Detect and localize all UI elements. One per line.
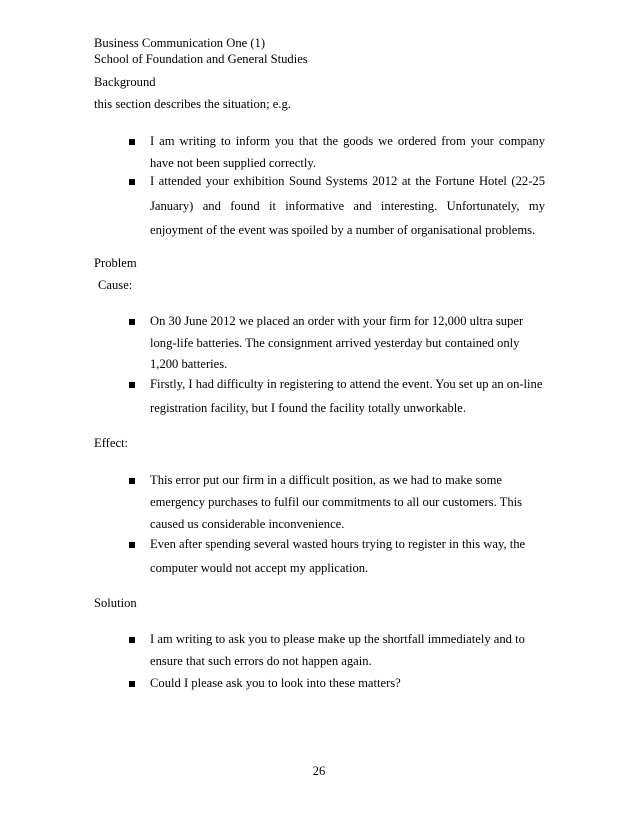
background-intro: this section describes the situation; e.g. [94, 97, 291, 111]
solution-heading: Solution [94, 596, 137, 610]
course-title: Business Communication One (1) [94, 36, 266, 50]
bullet-square-icon [129, 637, 135, 643]
list-item-line: This error put our firm in a difficult position, as we had to make some [150, 473, 502, 487]
list-item-line: emergency purchases to fulfil our commitments to all our customers. This [150, 495, 523, 509]
list-item-line: Even after spending several wasted hours trying to register in this way, the [150, 537, 526, 551]
list-item-line: I attended your exhibition Sound Systems 2012 at the Fortune Hotel (22-25 [150, 174, 545, 188]
list-item-line: registration facility, but I found the facility totally unworkable. [150, 401, 467, 415]
list-item-line: January) and found it informative and interesting. Unfortunately, my [150, 199, 545, 213]
list-item-line: I am writing to ask you to please make up the shortfall immediately and to [150, 632, 525, 646]
bullet-square-icon [129, 681, 135, 687]
page-number: 26 [312, 764, 326, 778]
list-item-line: I am writing to inform you that the goods we ordered from your company [150, 134, 545, 148]
bullet-square-icon [129, 382, 135, 388]
school-name: School of Foundation and General Studies [94, 52, 308, 66]
list-item-line: 1,200 batteries. [150, 357, 228, 371]
background-heading: Background [94, 75, 156, 89]
list-item-line: ensure that such errors do not happen again. [150, 654, 372, 668]
list-item-line: have not been supplied correctly. [150, 156, 316, 170]
bullet-square-icon [129, 319, 135, 325]
list-item-line: Firstly, I had difficulty in registering to attend the event. You set up an on-line [150, 377, 543, 391]
list-item-line: enjoyment of the event was spoiled by a number of organisational problems. [150, 223, 536, 237]
bullet-square-icon [129, 478, 135, 484]
problem-heading: Problem [94, 256, 137, 270]
effect-heading: Effect: [94, 436, 129, 450]
bullet-square-icon [129, 139, 135, 145]
cause-label: Cause: [98, 278, 133, 292]
list-item-line: Could I please ask you to look into these matters? [150, 676, 401, 690]
list-item-line: On 30 June 2012 we placed an order with your firm for 12,000 ultra super [150, 314, 524, 328]
list-item-line: caused us considerable inconvenience. [150, 517, 345, 531]
bullet-square-icon [129, 179, 135, 185]
list-item-line: computer would not accept my application. [150, 561, 369, 575]
list-item-line: long-life batteries. The consignment arrived yesterday but contained only [150, 336, 520, 350]
bullet-square-icon [129, 542, 135, 548]
